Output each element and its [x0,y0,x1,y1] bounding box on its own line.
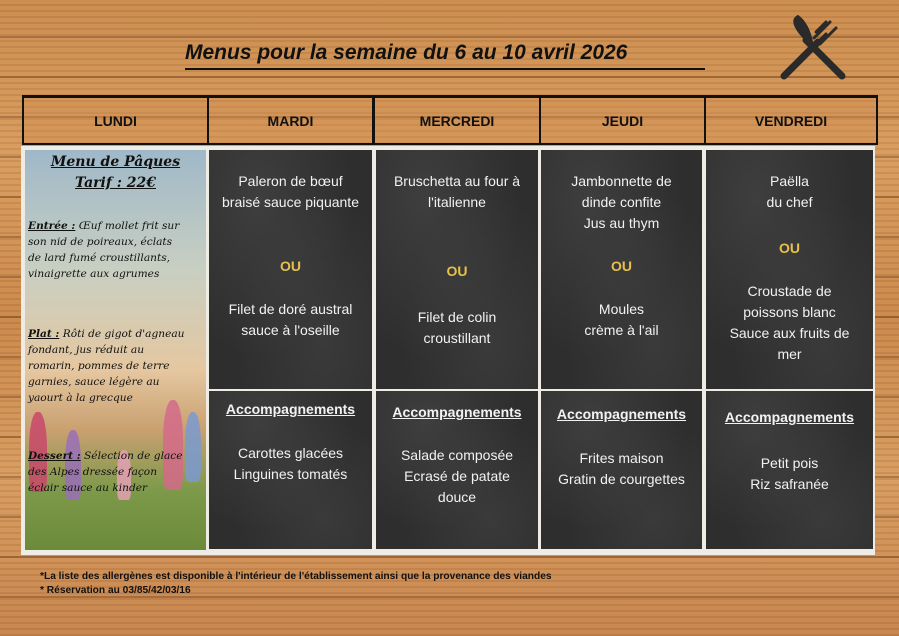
dessert-line: des Alpes dressée façon [28,466,158,478]
sides-title: Accompagnements [556,406,687,422]
dish-line: Sauce aux fruits de [729,325,850,341]
or-label: OU [280,258,301,274]
page-title: Menus pour la semaine du 6 au 10 avril 2026 [185,40,705,70]
side-dish: Salade composée [400,447,514,463]
side-dish: Frites maison [579,450,664,466]
side-dish: Riz safranée [750,476,829,492]
dessert-line: Sélection de glace [84,450,183,462]
plat-line: romarin, pommes de terre [28,360,170,372]
mains-cell-mardi [209,150,372,389]
sides-cell-jeudi [541,391,702,549]
sides-cell-mercredi [376,391,538,549]
entree-line: son nid de poireaux, éclats [28,236,173,248]
plat-line: Rôti de gigot d'agneau [62,328,185,340]
dish-line: Filet de doré austral [228,301,353,317]
mains-cell-mercredi [376,150,538,389]
day-header: VENDREDI [704,95,878,145]
dish-line: mer [777,346,802,362]
side-dish: Gratin de courgettes [558,471,685,487]
dish-line: Paëlla [770,173,809,189]
sides-cell-mardi [209,391,372,549]
cutlery-icon [776,12,850,82]
mains-cell-vendredi [706,150,873,389]
dish-line: poissons blanc [743,304,836,320]
sides-title: Accompagnements [225,401,356,417]
entree-section [28,218,206,282]
plat-line: garnies, sauce légère au [28,376,160,388]
day-header: MERCREDI [373,95,541,145]
dessert-section [28,448,206,496]
or-label: OU [779,240,800,256]
entree-line: Œuf mollet frit sur [78,220,180,232]
side-dish: Linguines tomatés [233,466,348,482]
or-label: OU [446,263,468,279]
dish-line: dinde confite [581,194,662,210]
day-header: MARDI [207,95,374,145]
easter-menu-title: Menu de Pâques [50,154,181,170]
entree-line: vinaigrette aux agrumes [28,268,160,280]
dessert-line: éclair sauce au kinder [28,482,148,494]
day-header: JEUDI [539,95,706,145]
sides-title: Accompagnements [724,409,855,425]
dessert-label: Dessert : [28,450,81,462]
day-header-row [22,95,878,147]
dish-line: braisé sauce piquante [222,194,359,210]
entree-line: de lard fumé croustillants, [28,252,171,264]
dish-line: crème à l'ail [584,322,659,338]
dish-line: du chef [766,194,813,210]
sides-cell-vendredi [706,391,873,549]
reservation-note: * Réservation au 03/85/42/03/16 [40,585,191,596]
allergen-note: *La liste des allergènes est disponible à l'intérieur de l'établissement ainsi que la provenance des viandes [40,571,552,582]
plat-line: yaourt à la grecque [28,392,133,404]
day-header: LUNDI [22,95,209,145]
plat-label: Plat : [28,328,60,340]
plat-line: fondant, jus réduit au [28,344,145,356]
dish-line: Bruschetta au four à [393,173,521,189]
plat-section [28,326,206,406]
or-label: OU [611,258,632,274]
easter-menu-panel [25,150,206,550]
dish-line: Jus au thym [583,215,660,231]
dish-line: croustillant [423,330,491,346]
dish-line: Jambonnette de [571,173,672,189]
side-dish: Ecrasé de patate [404,468,510,484]
dish-line: Moules [598,301,645,317]
dish-line: l'italienne [428,194,486,210]
dish-line: Croustade de [747,283,832,299]
dish-line: Filet de colin [417,309,497,325]
dish-line: sauce à l'oseille [241,322,340,338]
side-dish: Carottes glacées [237,445,344,461]
dish-line: Paleron de bœuf [238,173,343,189]
side-dish: douce [437,489,477,505]
sides-title: Accompagnements [392,404,522,420]
mains-cell-jeudi [541,150,702,389]
side-dish: Petit pois [760,455,819,471]
entree-label: Entrée : [28,220,76,232]
easter-menu-price: Tarif : 22€ [74,175,156,191]
